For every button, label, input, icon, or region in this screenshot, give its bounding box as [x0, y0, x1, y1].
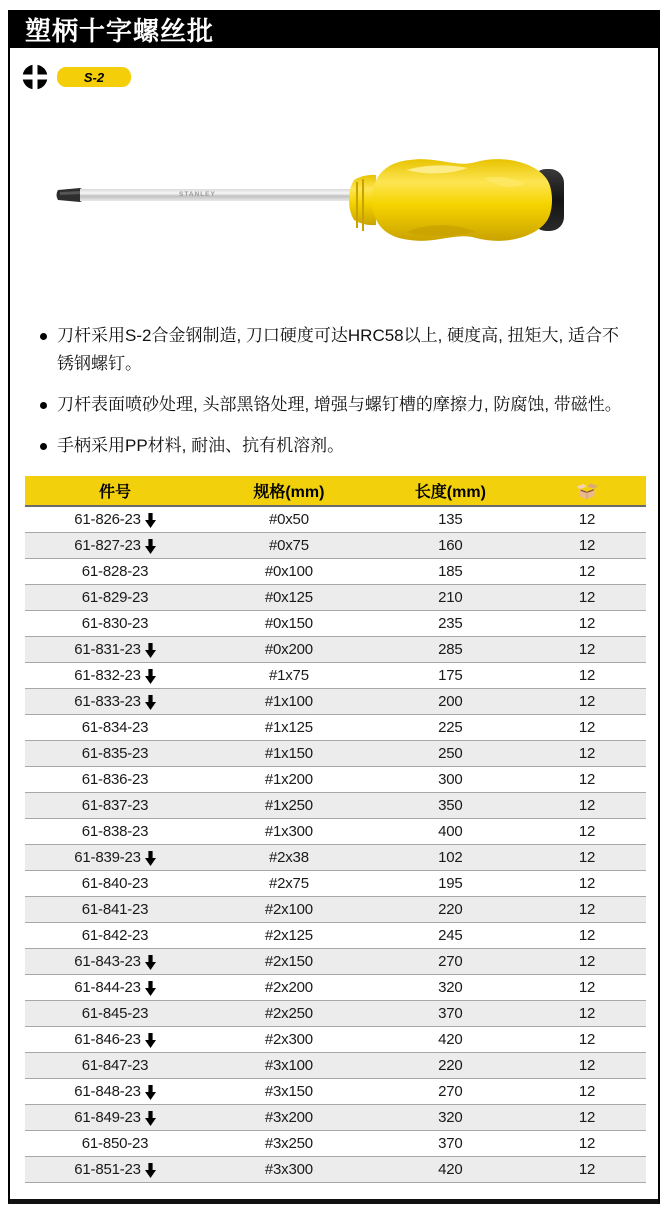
length-cell: 210: [438, 589, 463, 606]
spec-cell: #3x100: [264, 1057, 313, 1074]
qty-cell: 12: [578, 1031, 596, 1048]
length-cell: 200: [438, 693, 463, 710]
qty-cell: 12: [578, 875, 596, 892]
down-arrow-icon: [145, 539, 156, 554]
spec-cell: #2x38: [268, 849, 309, 866]
length-cell: 220: [438, 1057, 463, 1074]
col-header-qty: [528, 482, 646, 500]
feature-item: 刀杆表面喷砂处理, 头部黑铬处理, 增强与螺钉槽的摩擦力, 防腐蚀, 带磁性。: [40, 391, 632, 419]
table-row: [25, 1053, 646, 1079]
spec-cell: #2x75: [268, 875, 309, 892]
content-box: [8, 48, 660, 1204]
part-number: 61-829-23: [81, 589, 149, 606]
part-number: 61-849-23: [74, 1109, 141, 1126]
part-number: 61-839-23: [74, 849, 141, 866]
part-number: 61-837-23: [81, 797, 149, 814]
spec-cell: #3x300: [264, 1161, 313, 1178]
table-row: [25, 1157, 646, 1183]
part-number: 61-836-23: [81, 771, 149, 788]
spec-table: [25, 476, 646, 1183]
length-cell: 420: [438, 1031, 463, 1048]
feature-item: 手柄采用PP材料, 耐油、抗有机溶剂。: [40, 432, 632, 460]
table-body: [25, 507, 646, 1183]
page-title: 塑柄十字螺丝批: [25, 15, 215, 46]
qty-cell: 12: [578, 927, 596, 944]
qty-cell: 12: [578, 953, 596, 970]
spec-cell: #2x100: [264, 901, 313, 918]
qty-cell: 12: [578, 589, 596, 606]
spec-cell: #2x150: [264, 953, 313, 970]
spec-cell: #3x200: [264, 1109, 313, 1126]
length-cell: 175: [438, 667, 463, 684]
table-row: [25, 1079, 646, 1105]
spec-cell: #0x200: [264, 641, 313, 658]
spec-cell: #3x250: [264, 1135, 313, 1152]
qty-cell: 12: [578, 563, 596, 580]
table-row: [25, 741, 646, 767]
part-number: 61-834-23: [81, 719, 149, 736]
length-cell: 250: [438, 745, 463, 762]
spec-cell: #1x75: [268, 667, 309, 684]
qty-cell: 12: [578, 641, 596, 658]
length-cell: 370: [438, 1135, 463, 1152]
qty-cell: 12: [578, 771, 596, 788]
feature-list: [40, 322, 632, 460]
length-cell: 135: [438, 511, 463, 528]
qty-cell: 12: [578, 745, 596, 762]
spec-cell: #0x125: [264, 589, 313, 606]
shaft: [80, 189, 360, 201]
table-row: [25, 923, 646, 949]
qty-cell: 12: [578, 901, 596, 918]
length-cell: 185: [438, 563, 463, 580]
table-row: [25, 689, 646, 715]
qty-cell: 12: [578, 511, 596, 528]
qty-cell: 12: [578, 1057, 596, 1074]
table-row: [25, 507, 646, 533]
table-row: [25, 559, 646, 585]
table-row: [25, 1105, 646, 1131]
table-row: [25, 1001, 646, 1027]
spec-cell: #1x200: [264, 771, 313, 788]
length-cell: 245: [438, 927, 463, 944]
part-number: 61-830-23: [81, 615, 149, 632]
part-number: 61-851-23: [74, 1161, 141, 1178]
down-arrow-icon: [145, 955, 156, 970]
feature-item: 刀杆采用S-2合金钢制造, 刀口硬度可达HRC58以上, 硬度高, 扭矩大, 适合不锈钢螺钉。: [40, 322, 632, 378]
part-number: 61-826-23: [74, 511, 141, 528]
length-cell: 300: [438, 771, 463, 788]
part-number: 61-846-23: [74, 1031, 141, 1048]
table-row: [25, 949, 646, 975]
qty-cell: 12: [578, 1161, 596, 1178]
length-cell: 320: [438, 979, 463, 996]
length-cell: 235: [438, 615, 463, 632]
table-row: [25, 715, 646, 741]
table-row: [25, 975, 646, 1001]
qty-cell: 12: [578, 979, 596, 996]
col-header-spec: 规格(mm): [253, 484, 325, 501]
down-arrow-icon: [145, 1085, 156, 1100]
part-number: 61-827-23: [74, 537, 141, 554]
length-cell: 102: [438, 849, 463, 866]
spec-cell: #2x300: [264, 1031, 313, 1048]
length-cell: 400: [438, 823, 463, 840]
spec-cell: #1x150: [264, 745, 313, 762]
down-arrow-icon: [145, 643, 156, 658]
length-cell: 320: [438, 1109, 463, 1126]
spec-cell: #1x125: [264, 719, 313, 736]
part-number: 61-844-23: [74, 979, 141, 996]
spec-cell: #2x200: [264, 979, 313, 996]
length-cell: 270: [438, 953, 463, 970]
qty-cell: 12: [578, 823, 596, 840]
spec-cell: #3x150: [264, 1083, 313, 1100]
steel-grade-label: S-2: [83, 69, 105, 85]
table-row: [25, 585, 646, 611]
spec-cell: #0x75: [268, 537, 309, 554]
part-number: 61-835-23: [81, 745, 149, 762]
qty-cell: 12: [578, 1083, 596, 1100]
qty-cell: 12: [578, 693, 596, 710]
length-cell: 220: [438, 901, 463, 918]
length-cell: 285: [438, 641, 463, 658]
catalog-page: [8, 10, 660, 1204]
qty-cell: 12: [578, 1135, 596, 1152]
part-number: 61-838-23: [81, 823, 149, 840]
product-type-row: [10, 48, 658, 92]
screwdriver-illustration: [54, 120, 614, 280]
page-title-bar: [8, 10, 660, 48]
length-cell: 370: [438, 1005, 463, 1022]
down-arrow-icon: [145, 981, 156, 996]
qty-cell: 12: [578, 1005, 596, 1022]
qty-cell: 12: [578, 797, 596, 814]
spec-cell: #0x100: [264, 563, 313, 580]
spec-cell: #2x125: [264, 927, 313, 944]
table-row: [25, 1131, 646, 1157]
box-icon: [575, 482, 599, 500]
qty-cell: 12: [578, 615, 596, 632]
table-row: [25, 793, 646, 819]
qty-cell: 12: [578, 537, 596, 554]
table-header-row: [25, 476, 646, 507]
part-number: 61-828-23: [81, 563, 149, 580]
down-arrow-icon: [145, 1111, 156, 1126]
table-row: [25, 897, 646, 923]
spec-cell: #0x50: [268, 511, 309, 528]
part-number: 61-847-23: [81, 1057, 149, 1074]
length-cell: 195: [438, 875, 463, 892]
table-row: [25, 663, 646, 689]
part-number: 61-842-23: [81, 927, 149, 944]
down-arrow-icon: [145, 695, 156, 710]
qty-cell: 12: [578, 719, 596, 736]
table-row: [25, 533, 646, 559]
down-arrow-icon: [145, 1163, 156, 1178]
col-header-part: 件号: [99, 484, 132, 501]
qty-cell: 12: [578, 849, 596, 866]
spec-cell: #1x100: [264, 693, 313, 710]
table-row: [25, 819, 646, 845]
table-row: [25, 767, 646, 793]
table-row: [25, 637, 646, 663]
part-number: 61-833-23: [74, 693, 141, 710]
spec-cell: #1x300: [264, 823, 313, 840]
table-row: [25, 845, 646, 871]
length-cell: 270: [438, 1083, 463, 1100]
qty-cell: 12: [578, 667, 596, 684]
shaft-brand-text: STANLEY: [179, 191, 216, 198]
part-number: 61-850-23: [81, 1135, 149, 1152]
part-number: 61-843-23: [74, 953, 141, 970]
length-cell: 160: [438, 537, 463, 554]
down-arrow-icon: [145, 513, 156, 528]
length-cell: 420: [438, 1161, 463, 1178]
part-number: 61-840-23: [81, 875, 149, 892]
spec-cell: #1x250: [264, 797, 313, 814]
down-arrow-icon: [145, 669, 156, 684]
spec-cell: #2x250: [264, 1005, 313, 1022]
product-image: [54, 120, 614, 280]
part-number: 61-848-23: [74, 1083, 141, 1100]
spec-cell: #0x150: [264, 615, 313, 632]
part-number: 61-845-23: [81, 1005, 149, 1022]
table-row: [25, 611, 646, 637]
part-number: 61-831-23: [74, 641, 141, 658]
part-number: 61-841-23: [81, 901, 149, 918]
col-header-length: 长度(mm): [414, 484, 486, 501]
part-number: 61-832-23: [74, 667, 141, 684]
steel-grade-badge: [57, 67, 131, 87]
table-row: [25, 871, 646, 897]
phillips-icon: [22, 64, 48, 90]
table-row: [25, 1027, 646, 1053]
down-arrow-icon: [145, 851, 156, 866]
qty-cell: 12: [578, 1109, 596, 1126]
down-arrow-icon: [145, 1033, 156, 1048]
length-cell: 350: [438, 797, 463, 814]
length-cell: 225: [438, 719, 463, 736]
